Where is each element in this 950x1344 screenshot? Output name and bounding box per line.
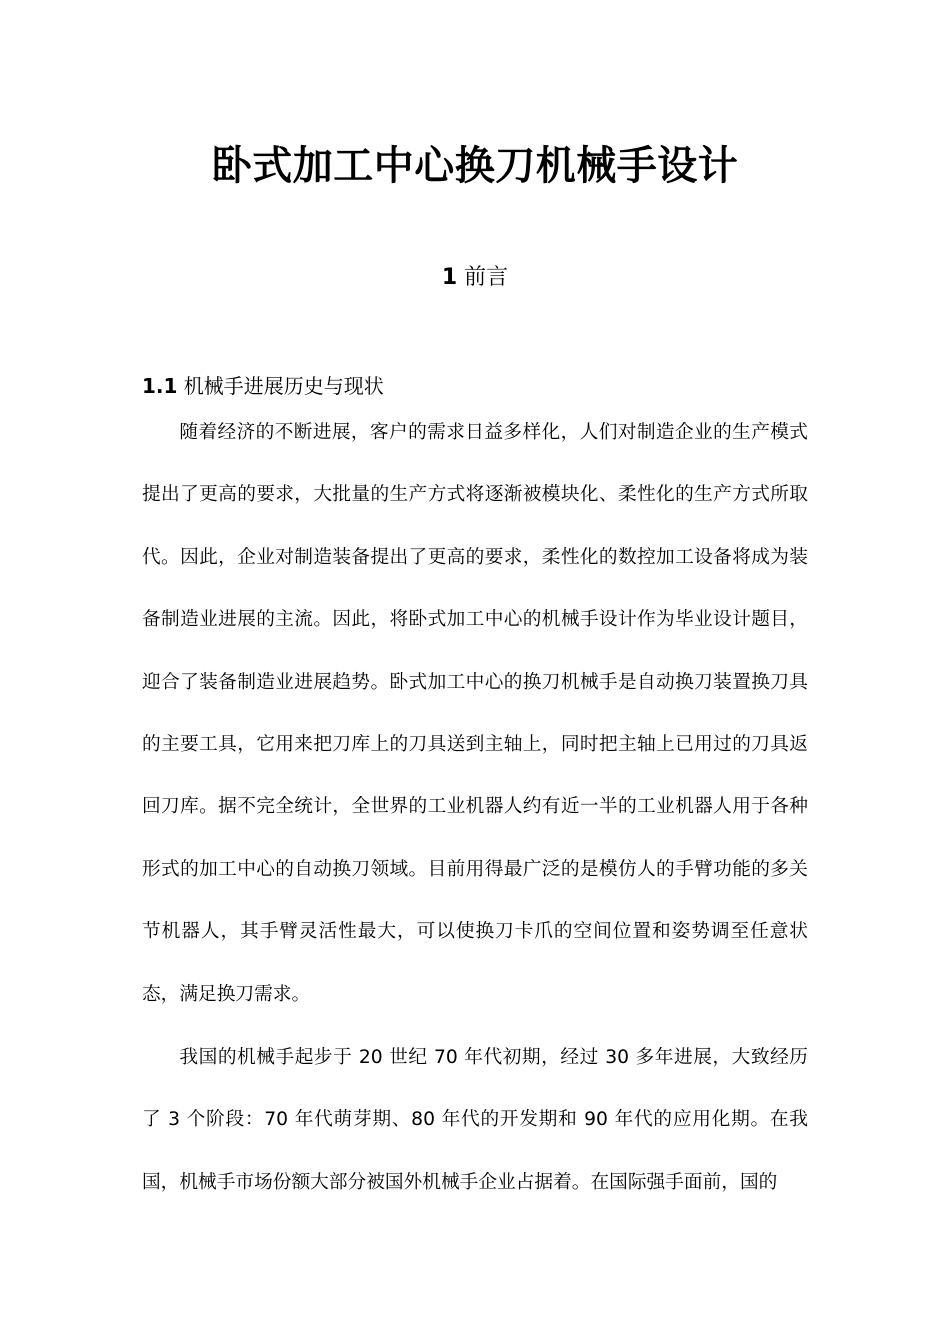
chapter-title: 前言: [464, 265, 509, 290]
chapter-heading: [0, 261, 950, 295]
section-heading: [142, 370, 384, 402]
document-title: 卧式加工中心换刀机械手设计: [211, 143, 739, 189]
body-paragraph: 我国的机械手起步于 20 世纪 70 年代初期，经过 30 多年进展，大致经历了 3 个阶段：70 年代萌芽期、80 年代的开发期和 90 年代的应用化期。在我国，机械手市场份额大部分被国外机械手企业占据着。在国际强手面前，国的: [142, 1047, 808, 1193]
section-title: 机械手进展历史与现状: [183, 374, 384, 398]
body-paragraph: 随着经济的不断进展，客户的需求日益多样化，人们对制造企业的生产模式提出了更高的要求，大批量的生产方式将逐渐被模块化、柔性化的生产方式所取代。因此，企业对制造装备提出了更高的要求，柔性化的数控加工设备将成为装备制造业进展的主流。因此，将卧式加工中心的机械手设计作为毕业设计题目，迎合了装备制造业进展趋势。卧式加工中心的换刀机械手是自动换刀装置换刀具的主要工具，它用来把刀库上的刀具送到主轴上，同时把主轴上已用过的刀具返回刀库。据不完全统计，全世界的工业机器人约有近一半的工业机器人用于各种形式的加工中心的自动换刀领域。目前用得最广泛的是模仿人的手臂功能的多关节机器人，其手臂灵活性最大，可以使换刀卡爪的空间位置和姿势调至任意状态，满足换刀需求。: [142, 422, 808, 1005]
chapter-number: 1: [441, 265, 458, 290]
section-number: 1.1: [142, 374, 178, 398]
